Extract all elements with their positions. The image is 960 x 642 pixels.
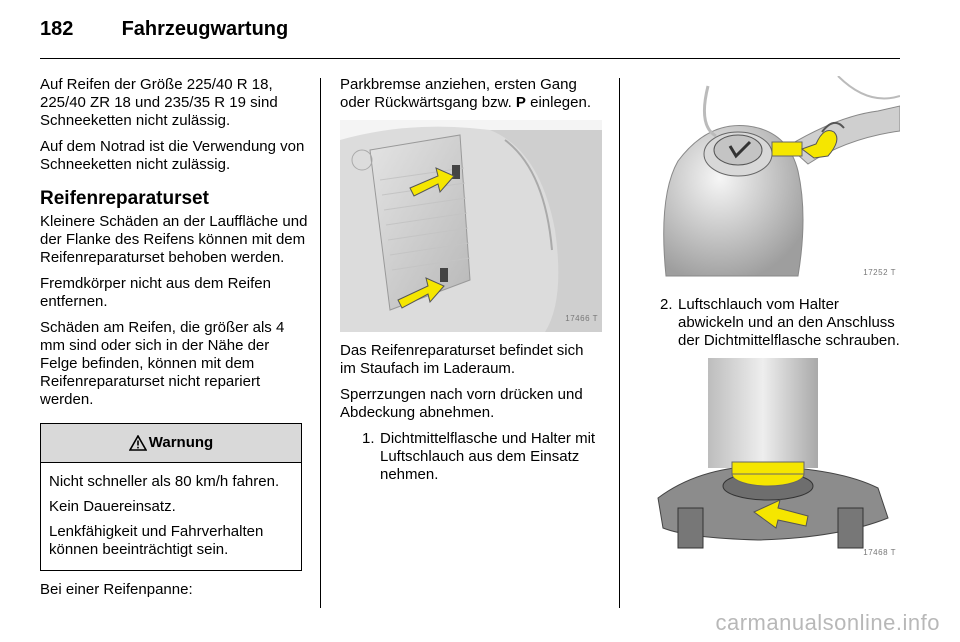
- sealant-bottle-illustration: [638, 76, 900, 286]
- header-rule: [40, 58, 900, 59]
- warning-header: [41, 424, 301, 463]
- paragraph: Kleinere Schäden an der Lauffläche und der Flanke des Reifens können mit dem Reifenreparaturset behoben werden.: [40, 213, 308, 266]
- paragraph: Bei einer Reifenpanne:: [40, 581, 193, 598]
- column-middle: [340, 76, 602, 490]
- warning-line: Kein Dauereinsatz.: [49, 498, 176, 515]
- bottle-holder-illustration: [638, 358, 900, 566]
- column-left: [40, 76, 308, 607]
- list-item: 2. Luftschlauch vom Halter abwickeln und an den Anschluss der Dichtmittelflasche schrauben.: [660, 296, 900, 349]
- page-number: 182: [40, 18, 74, 40]
- column-right: [638, 76, 900, 566]
- gear-p-label: P: [515, 94, 526, 111]
- paragraph: Auf dem Notrad ist die Verwendung von Schneeketten nicht zulässig.: [40, 138, 305, 173]
- section-heading: Reifenreparaturset: [40, 188, 209, 209]
- warning-body: [41, 463, 301, 570]
- paragraph: Auf Reifen der Größe 225/40 R 18, 225/40 ZR 18 und 235/35 R 19 sind Schneeketten nicht zulässig.: [40, 76, 278, 129]
- image-code: 17466 T: [565, 314, 598, 323]
- warning-line: Lenkfähigkeit und Fahrverhalten können beeinträchtigt sein.: [49, 523, 264, 558]
- watermark: carmanualsonline.info: [715, 610, 940, 635]
- storage-compartment-illustration: [340, 120, 602, 332]
- warning-title: Warnung: [148, 434, 214, 451]
- paragraph: Sperrzungen nach vorn drücken und Abdeckung abnehmen.: [340, 386, 583, 421]
- list-item: 1. Dichtmittelflasche und Halter mit Luftschlauch aus dem Einsatz nehmen.: [362, 430, 596, 483]
- page-title: Fahrzeugwartung: [121, 18, 289, 40]
- step-list: [660, 296, 900, 350]
- image-code: 17252 T: [863, 268, 896, 277]
- paragraph: Schäden am Reifen, die größer als 4 mm sind oder sich in der Nähe der Felge befinden, können mit dem Reifenreparaturset nicht repariert werden.: [40, 319, 285, 408]
- paragraph: Parkbremse anziehen, ersten Gang oder Rückwärtsgang bzw. P einlegen.: [340, 76, 591, 111]
- column-divider: [619, 78, 620, 608]
- illustration-storage-compartment: [340, 120, 602, 332]
- illustration-bottle-holder: [638, 358, 900, 566]
- illustration-sealant-bottle: [638, 76, 900, 286]
- paragraph: Das Reifenreparaturset befindet sich im Staufach im Laderaum.: [340, 342, 584, 377]
- page-header: [40, 18, 288, 41]
- warning-box: [40, 423, 302, 571]
- warning-line: Nicht schneller als 80 km/h fahren.: [49, 473, 280, 490]
- image-code: 17468 T: [863, 548, 896, 557]
- column-divider: [320, 78, 321, 608]
- paragraph: Fremdkörper nicht aus dem Reifen entfernen.: [40, 275, 271, 310]
- warning-triangle-icon: [129, 435, 147, 451]
- step-list: [362, 430, 602, 484]
